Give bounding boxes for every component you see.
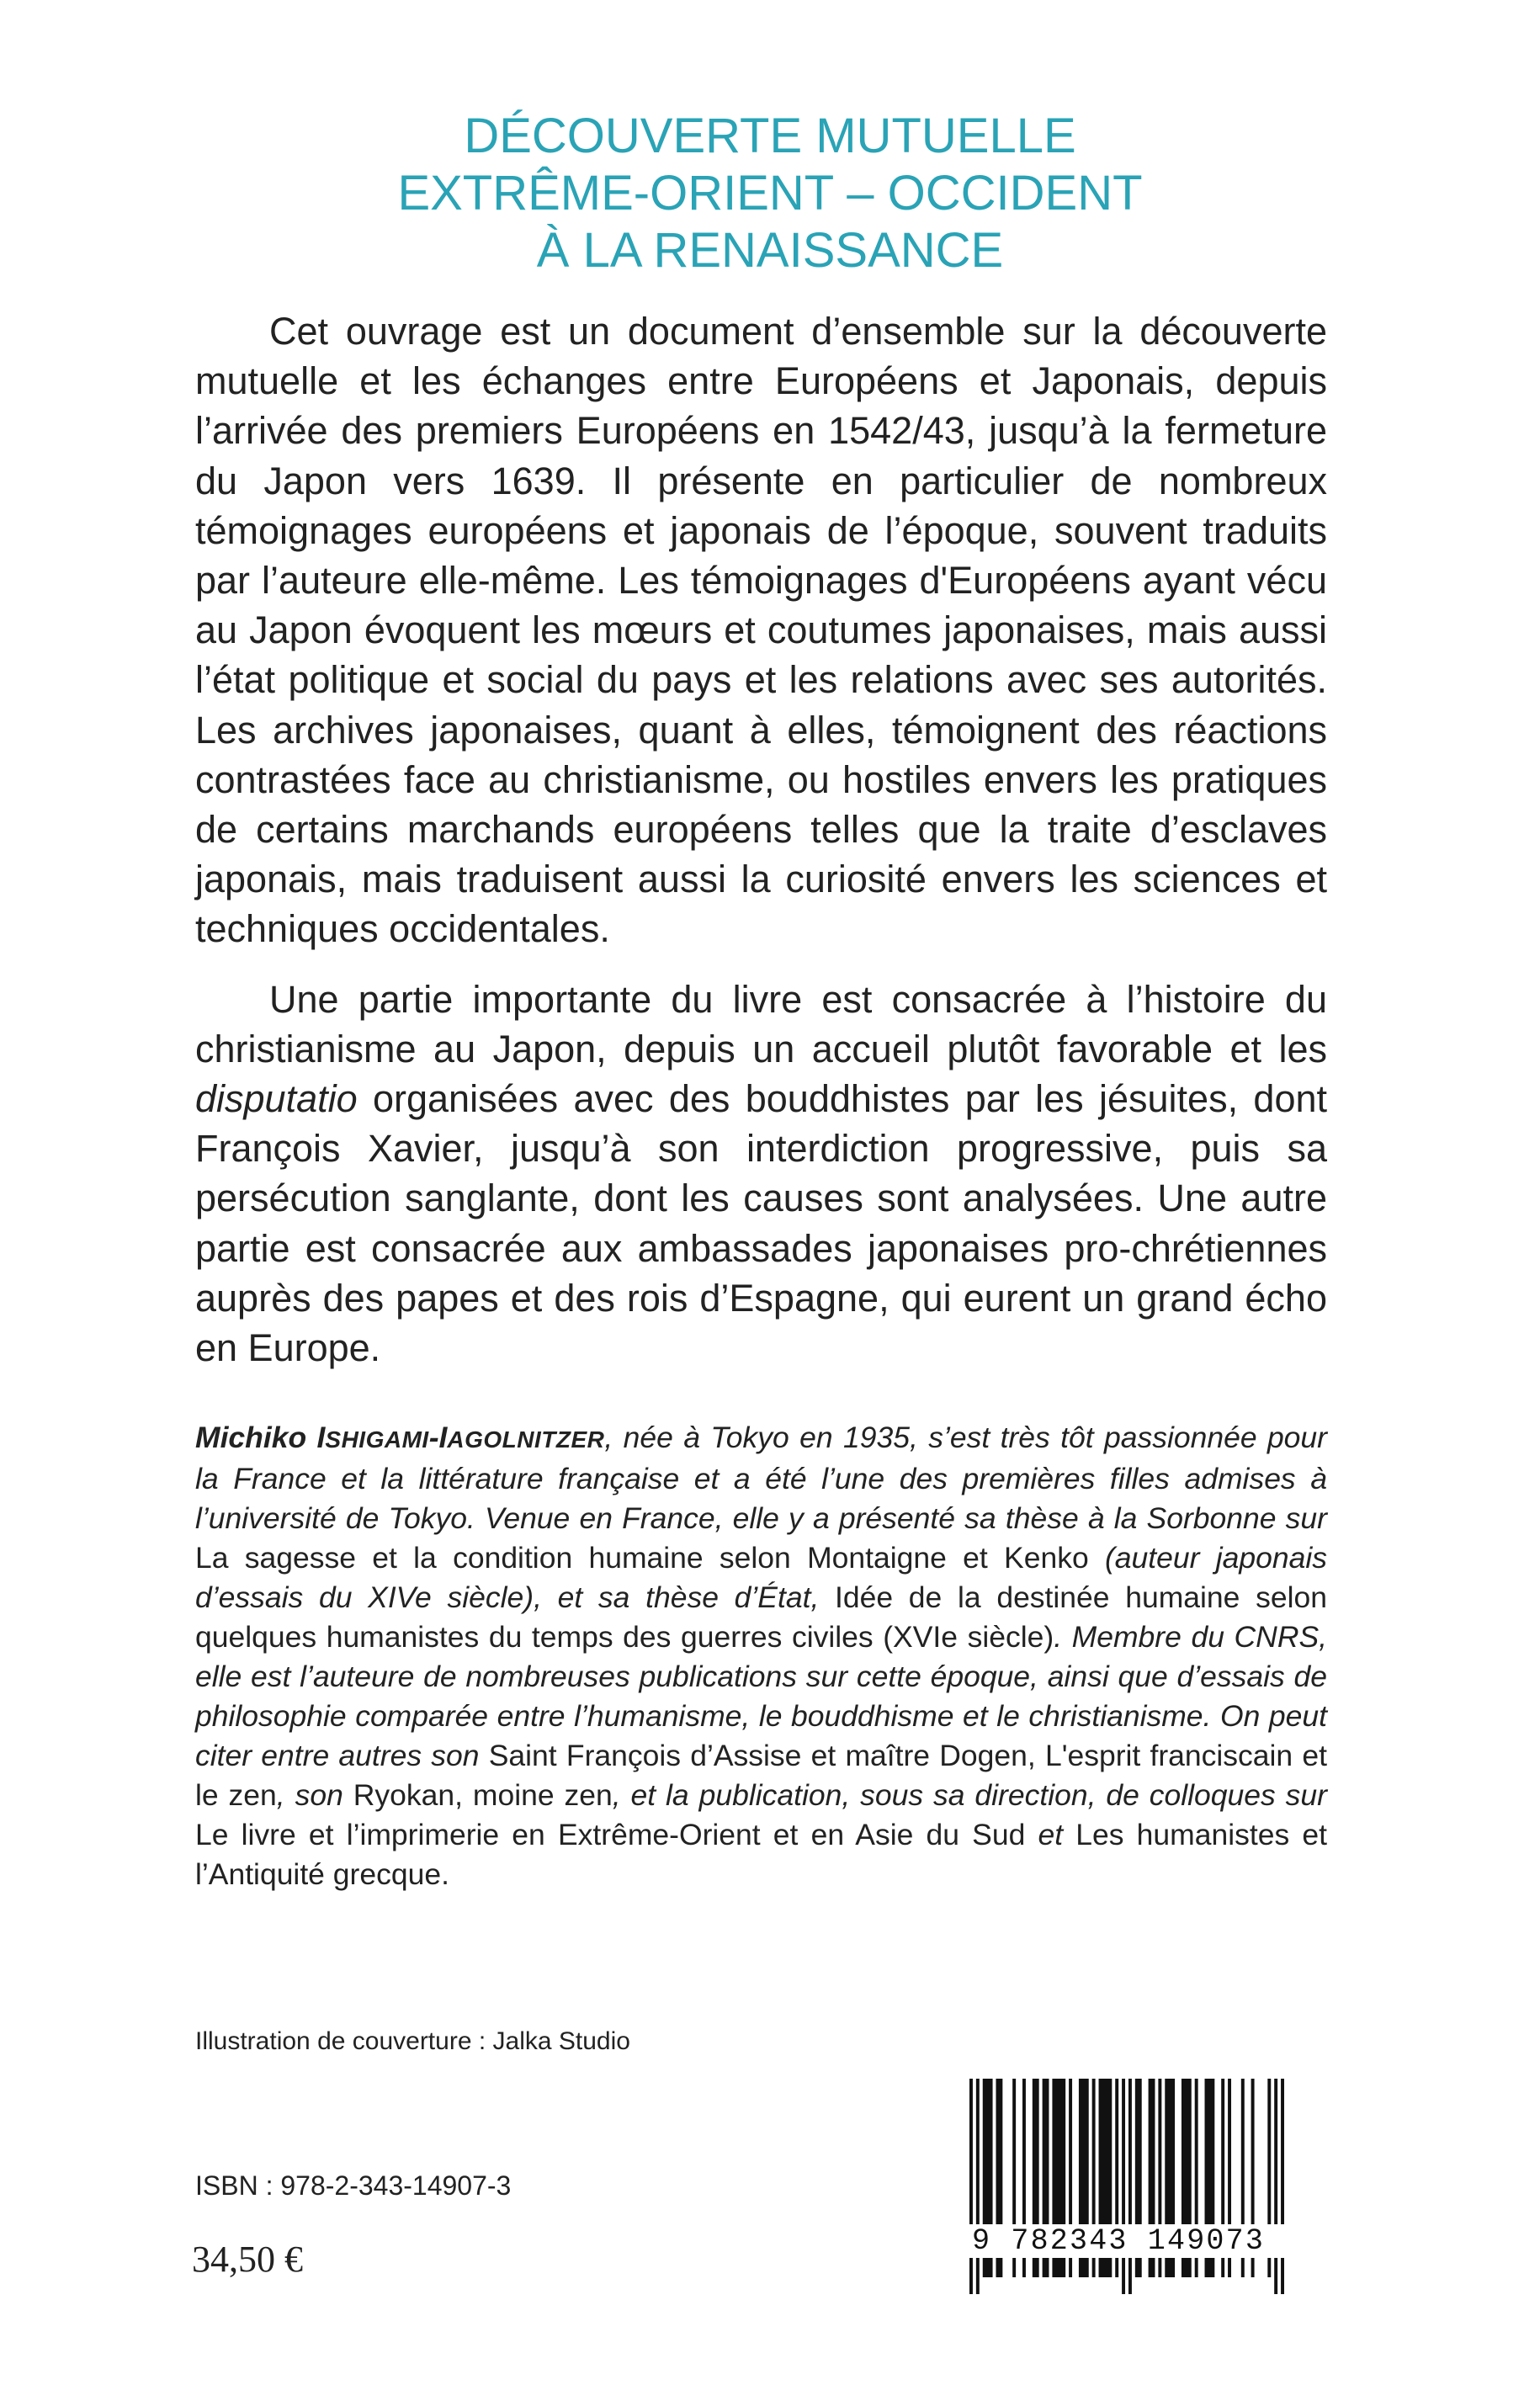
price: 34,50 € bbox=[192, 2239, 303, 2280]
author-name-part-4: AGOLNITZER bbox=[447, 1426, 605, 1453]
synopsis-p2-italic: disputatio bbox=[195, 1077, 358, 1121]
bio-paragraph bbox=[195, 1418, 1327, 1894]
barcode-bar bbox=[1122, 2079, 1125, 2294]
book-title bbox=[0, 108, 1540, 279]
synopsis-p2-text-1: Une partie importante du livre est consacrée à l’histoire du christianisme au Japon, depuis un accueil plutôt favorable et les bbox=[195, 977, 1327, 1070]
synopsis-paragraph-2 bbox=[195, 975, 1327, 1373]
isbn: ISBN : 978-2-343-14907-3 bbox=[195, 2170, 512, 2201]
barcode-bars bbox=[946, 2079, 1291, 2294]
bio-work-title-2: Idée de la destinée humaine selon quelques humanistes du temps des guerres civiles (XVIe siècle) bbox=[195, 1580, 1327, 1654]
synopsis-p2-text-2: organisées avec des bouddhistes par les jésuites, dont François Xavier, jusqu’à son interdiction progressive, puis sa persécution sanglante, dont les causes sont analysées. Une autre partie est consacrée aux ambassades japonaises pro-chrétiennes auprès des papes et des rois d’Espagne, qui eurent un grand écho en Europe. bbox=[195, 1077, 1327, 1370]
bio-text-7: . bbox=[441, 1857, 449, 1891]
bio-work-title-6: Les humanistes et l’Antiquité grecque bbox=[195, 1818, 1328, 1891]
barcode bbox=[946, 2079, 1291, 2331]
bio-text-4: , son bbox=[276, 1778, 353, 1812]
cover-illustration-credit: Illustration de couverture : Jalka Studio bbox=[195, 2027, 630, 2055]
barcode-bar bbox=[1128, 2079, 1132, 2294]
title-line-3: À LA RENAISSANCE bbox=[536, 223, 1004, 278]
bio-text-6: et bbox=[1025, 1818, 1076, 1851]
synopsis-paragraph-1: Cet ouvrage est un document d’ensemble sur la découverte mutuelle et les échanges entre Européens et Japonais, depuis l’arrivée des premiers Européens en 1542/43, jusqu’à la fermeture du Japon vers 1639. Il présente en particulier de nombreux témoignages européens et japonais de l’époque, souvent traduits par l’auteure elle-même. Les témoignages d'Européens ayant vécu au Japon évoquent les mœurs et coutumes japonaises, mais aussi l’état politique et social du pays et les relations avec ses autorités. Les archives japonaises, quant à elles, témoignent des réactions contrastées face au christianisme, ou hostiles envers les pratiques de certains marchands européens telles que la traite d’esclaves japonais, mais traduisent aussi la curiosité envers les sciences et techniques occidentales. bbox=[195, 310, 1327, 951]
synopsis bbox=[195, 306, 1327, 1373]
barcode-bar bbox=[969, 2079, 973, 2294]
bio-work-title-4: Ryokan, moine zen bbox=[353, 1778, 613, 1812]
author-name bbox=[195, 1421, 604, 1454]
bio-work-title-1: La sagesse et la condition humaine selon Montaigne et Kenko bbox=[195, 1541, 1089, 1575]
author-name-part-3: -I bbox=[428, 1421, 448, 1454]
barcode-digits: 9 782343 149073 bbox=[946, 2224, 1291, 2258]
title-line-2: EXTRÊME-ORIENT – OCCIDENT bbox=[397, 166, 1143, 220]
barcode-bar bbox=[976, 2079, 980, 2294]
barcode-bar bbox=[1281, 2079, 1284, 2294]
bio-work-title-3: Saint François d’Assise et maître Dogen, L'esprit franciscain et le zen bbox=[195, 1739, 1327, 1812]
bio-text-2: (auteur japonais d’essais du XIVe siècle), et sa thèse d’État, bbox=[195, 1541, 1327, 1614]
bio-text-1: , née à Tokyo en 1935, s’est très tôt passionnée pour la France et la littérature française et a été l’une des premières filles admises à l’université de Tokyo. Venue en France, elle y a présenté sa thèse à la Sorbonne sur bbox=[195, 1421, 1327, 1535]
bio-text-5: , et la publication, sous sa direction, de colloques sur bbox=[612, 1778, 1327, 1812]
author-biography bbox=[195, 1418, 1327, 1894]
title-line-1: DÉCOUVERTE MUTUELLE bbox=[464, 109, 1076, 163]
bio-text-3: . Membre du CNRS, elle est l’auteure de nombreuses publications sur cette époque, ainsi que d’essais de philosophie comparée entre l’humanisme, le bouddhisme et le christianisme. On peut citer entre autres son bbox=[195, 1620, 1327, 1772]
barcode-bar bbox=[1274, 2079, 1277, 2294]
author-name-part-2: SHIGAMI bbox=[325, 1426, 429, 1453]
author-name-part-1: Michiko I bbox=[195, 1421, 326, 1454]
bio-work-title-5: Le livre et l’imprimerie en Extrême-Orient et en Asie du Sud bbox=[195, 1818, 1026, 1851]
